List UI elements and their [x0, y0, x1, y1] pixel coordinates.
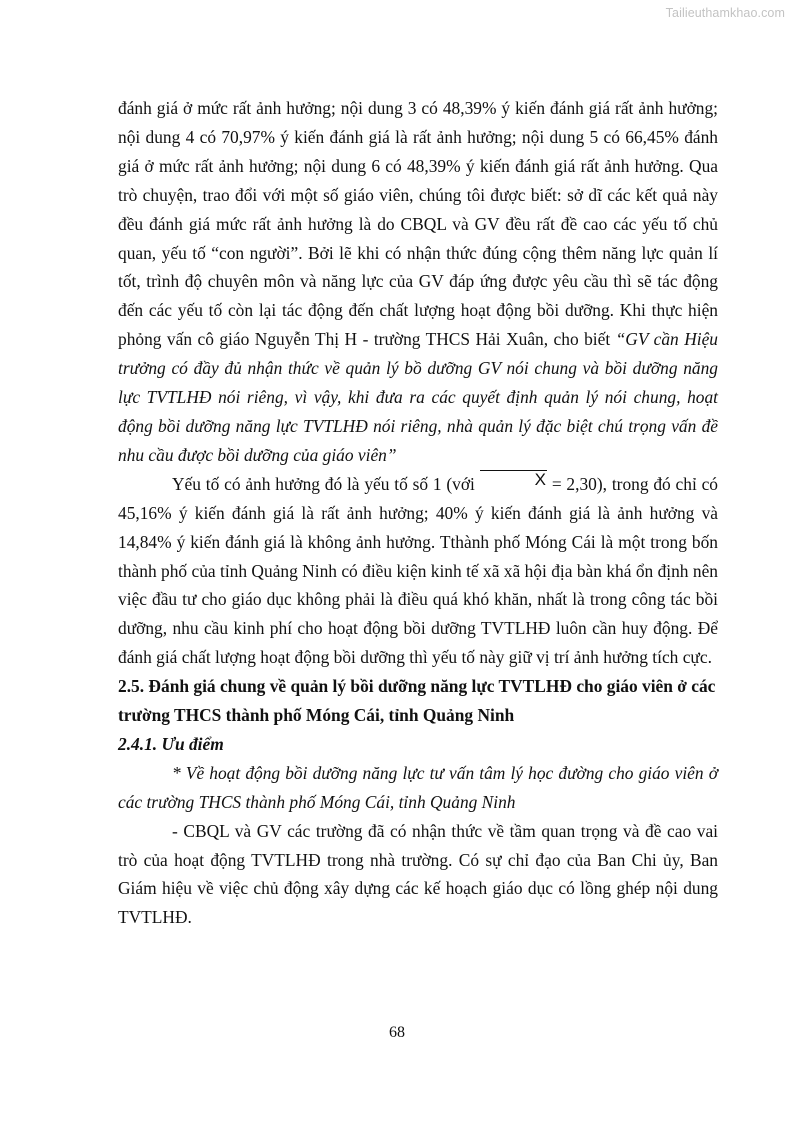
paragraph-continuation — [118, 94, 718, 470]
page-number: 68 — [389, 1024, 405, 1041]
subsection-heading-2-4-1: 2.4.1. Ưu điểm — [118, 733, 224, 754]
paragraph-text: = 2,30), trong đó chỉ có 45,16% ý kiến đánh giá là rất ảnh hưởng; 40% ý kiến đánh giá là ảnh hưởng và 14,84% ý kiến đánh giá là không ảnh hưởng. Tthành phố Móng Cái là một trong bốn thành phố của tỉnh Quảng Ninh có điều kiện kinh tế xã xã hội địa bàn khá ổn định nên việc đầu tư cho giáo dục không phải là điều quá khó khăn, nhất là trong công tác bồi dưỡng, nhu cầu kinh phí cho hoạt động bồi dưỡng TVTLHĐ luôn cần huy động. Để đánh giá chất lượng hoạt động bồi dưỡng thì yếu tố này giữ vị trí ảnh hưởng tích cực. — [118, 473, 718, 668]
interview-quote: “GV cần Hiệu trưởng có đầy đủ nhận thức về quản lý bồ dưỡng GV nói chung và bồi dưỡng năng lực TVTLHĐ nói riêng, vì vậy, khi đưa ra các quyết định quản lý nói chung, hoạt động bồi dưỡng năng lực TVTLHĐ nói riêng, nhà quản lý đặc biệt chú trọng vấn đề nhu cầu được bồi dưỡng của giáo viên” — [118, 329, 719, 465]
section-heading-2-5: 2.5. Đánh giá chung về quản lý bồi dưỡng năng lực TVTLHĐ cho giáo viên ở các trường THCS thành phố Móng Cái, tỉnh Quảng Ninh — [118, 676, 716, 726]
paragraph-advantages: - CBQL và GV các trường đã có nhận thức về tầm quan trọng và đề cao vai trò của hoạt động TVTLHĐ trong nhà trường. Có sự chỉ đạo của Ban Chi ủy, Ban Giám hiệu về việc chủ động xây dựng các kế hoạch giáo dục có lồng ghép nội dung TVTLHĐ. — [118, 820, 718, 928]
italic-note: * Về hoạt động bồi dưỡng năng lực tư vấn tâm lý học đường cho giáo viên ở các trường THCS thành phố Móng Cái, tỉnh Quảng Ninh — [118, 762, 718, 812]
paragraph-text: Yếu tố có ảnh hưởng đó là yếu tố số 1 (với — [172, 473, 480, 494]
watermark: Tailieuthamkhao.com — [665, 6, 785, 20]
document-body — [118, 94, 718, 932]
paragraph-text: đánh giá ở mức rất ảnh hưởng; nội dung 3 có 48,39% ý kiến đánh giá rất ảnh hưởng; nội dung 4 có 70,97% ý kiến đánh giá là rất ảnh hưởng; nội dung 5 có 66,45% đánh giá ở mức rất ảnh hưởng; nội dung 6 có 48,39% ý kiến đánh giá rất ảnh hưởng. Qua trò chuyện, trao đổi với một số giáo viên, chúng tôi được biết: sở dĩ các kết quả này đều đánh giá mức rất ảnh hưởng là do CBQL và GV đều rất đề cao các yếu tố chủ quan, yếu tố “con người”. Bởi lẽ khi có nhận thức đúng cộng thêm năng lực quản lí tốt, trình độ chuyên môn và năng lực của GV đáp ứng được yêu cầu thì sẽ tác động đến các yếu tố còn lại tác động đến chất lượng hoạt động bồi dưỡng. Khi thực hiện phỏng vấn cô giáo Nguyễn Thị H - trường THCS Hải Xuân, cho biết — [118, 98, 718, 350]
mean-symbol: X — [480, 470, 547, 488]
paragraph-factor-1 — [118, 470, 718, 672]
